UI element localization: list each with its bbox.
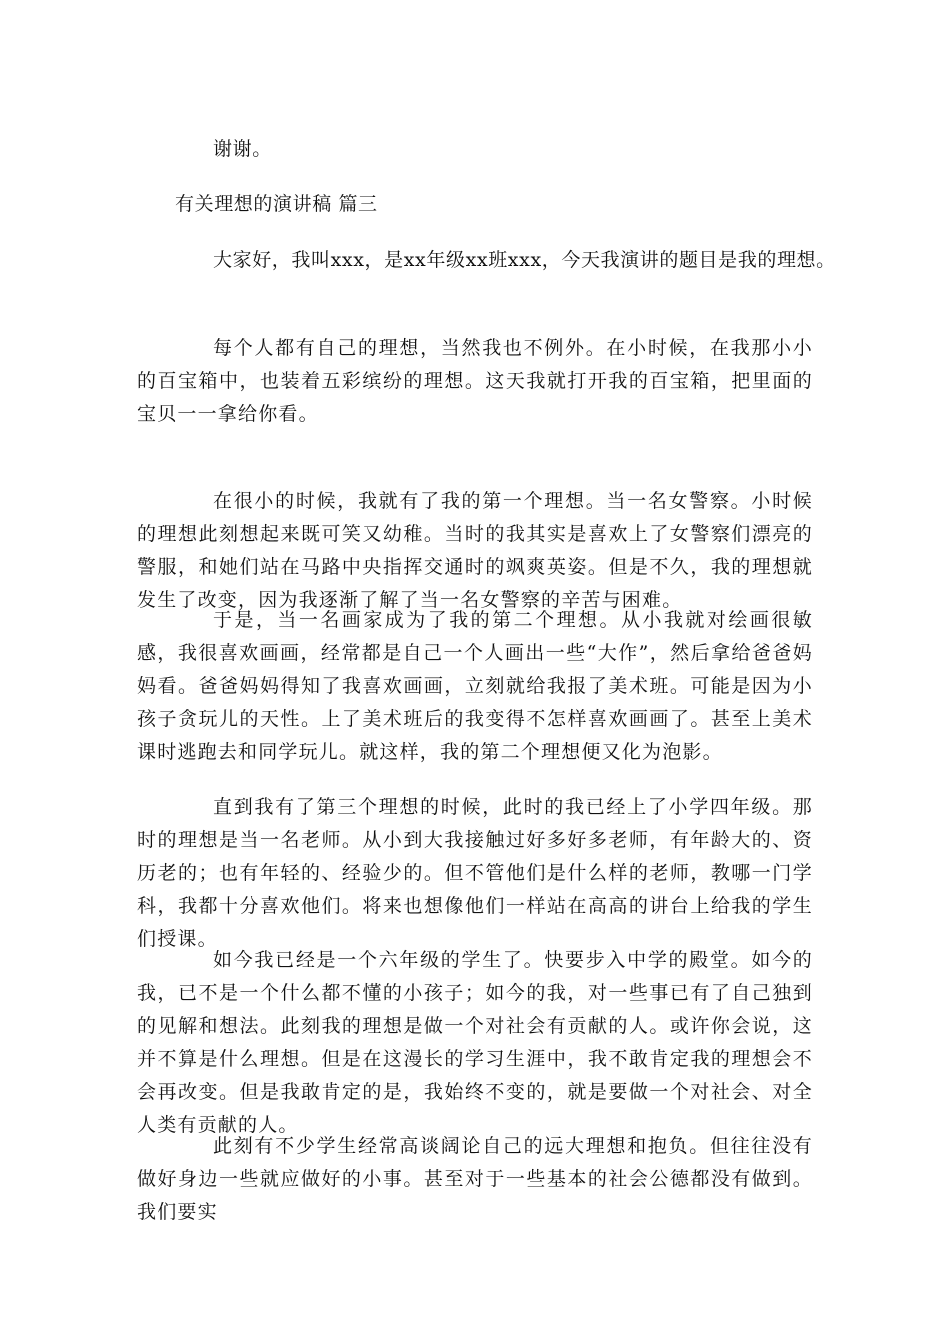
closing-line: 谢谢。 [213, 138, 272, 160]
greeting-line: 大家好，我叫xxx，是xx年级xx班xxx，今天我演讲的题目是我的理想。 [213, 249, 836, 271]
section-title: 有关理想的演讲稿 篇三 [175, 193, 378, 215]
paragraph-1: 每个人都有自己的理想，当然我也不例外。在小时候，在我那小小的百宝箱中，也装着五彩缤纷的理想。这天我就打开我的百宝箱，把里面的宝贝一一拿给你看。 [137, 337, 813, 425]
paragraph-6: 此刻有不少学生经常高谈阔论自己的远大理想和抱负。但往往没有做好身边一些就应做好的小事。甚至对于一些基本的社会公德都没有做到。我们要实 [137, 1135, 813, 1223]
paragraph-5: 如今我已经是一个六年级的学生了。快要步入中学的殿堂。如今的我，已不是一个什么都不懂的小孩子；如今的我，对一些事已有了自己独到的见解和想法。此刻我的理想是做一个对社会有贡献的人。或许你会说，这并不算是什么理想。但是在这漫长的学习生涯中，我不敢肯定我的理想会不会再改变。但是我敢肯定的是，我始终不变的，就是要做一个对社会、对全人类有贡献的人。 [137, 949, 813, 1136]
paragraph-2: 在很小的时候，我就有了我的第一个理想。当一名女警察。小时候的理想此刻想起来既可笑又幼稚。当时的我其实是喜欢上了女警察们漂亮的警服，和她们站在马路中央指挥交通时的飒爽英姿。但是不久，我的理想就发生了改变，因为我逐渐了解了当一名女警察的辛苦与困难。 [137, 490, 813, 611]
paragraph-4: 直到我有了第三个理想的时候，此时的我已经上了小学四年级。那时的理想是当一名老师。从小到大我接触过好多好多老师，有年龄大的、资历老的；也有年轻的、经验少的。但不管他们是什么样的老师，教哪一门学科，我都十分喜欢他们。将来也想像他们一样站在高高的讲台上给我的学生们授课。 [137, 796, 813, 950]
paragraph-3: 于是，当一名画家成为了我的第二个理想。从小我就对绘画很敏感，我很喜欢画画，经常都是自己一个人画出一些“大作”，然后拿给爸爸妈妈看。爸爸妈妈得知了我喜欢画画，立刻就给我报了美术班。可能是因为小孩子贪玩儿的天性。上了美术班后的我变得不怎样喜欢画画了。甚至上美术课时逃跑去和同学玩儿。就这样，我的第二个理想便又化为泡影。 [137, 609, 813, 763]
